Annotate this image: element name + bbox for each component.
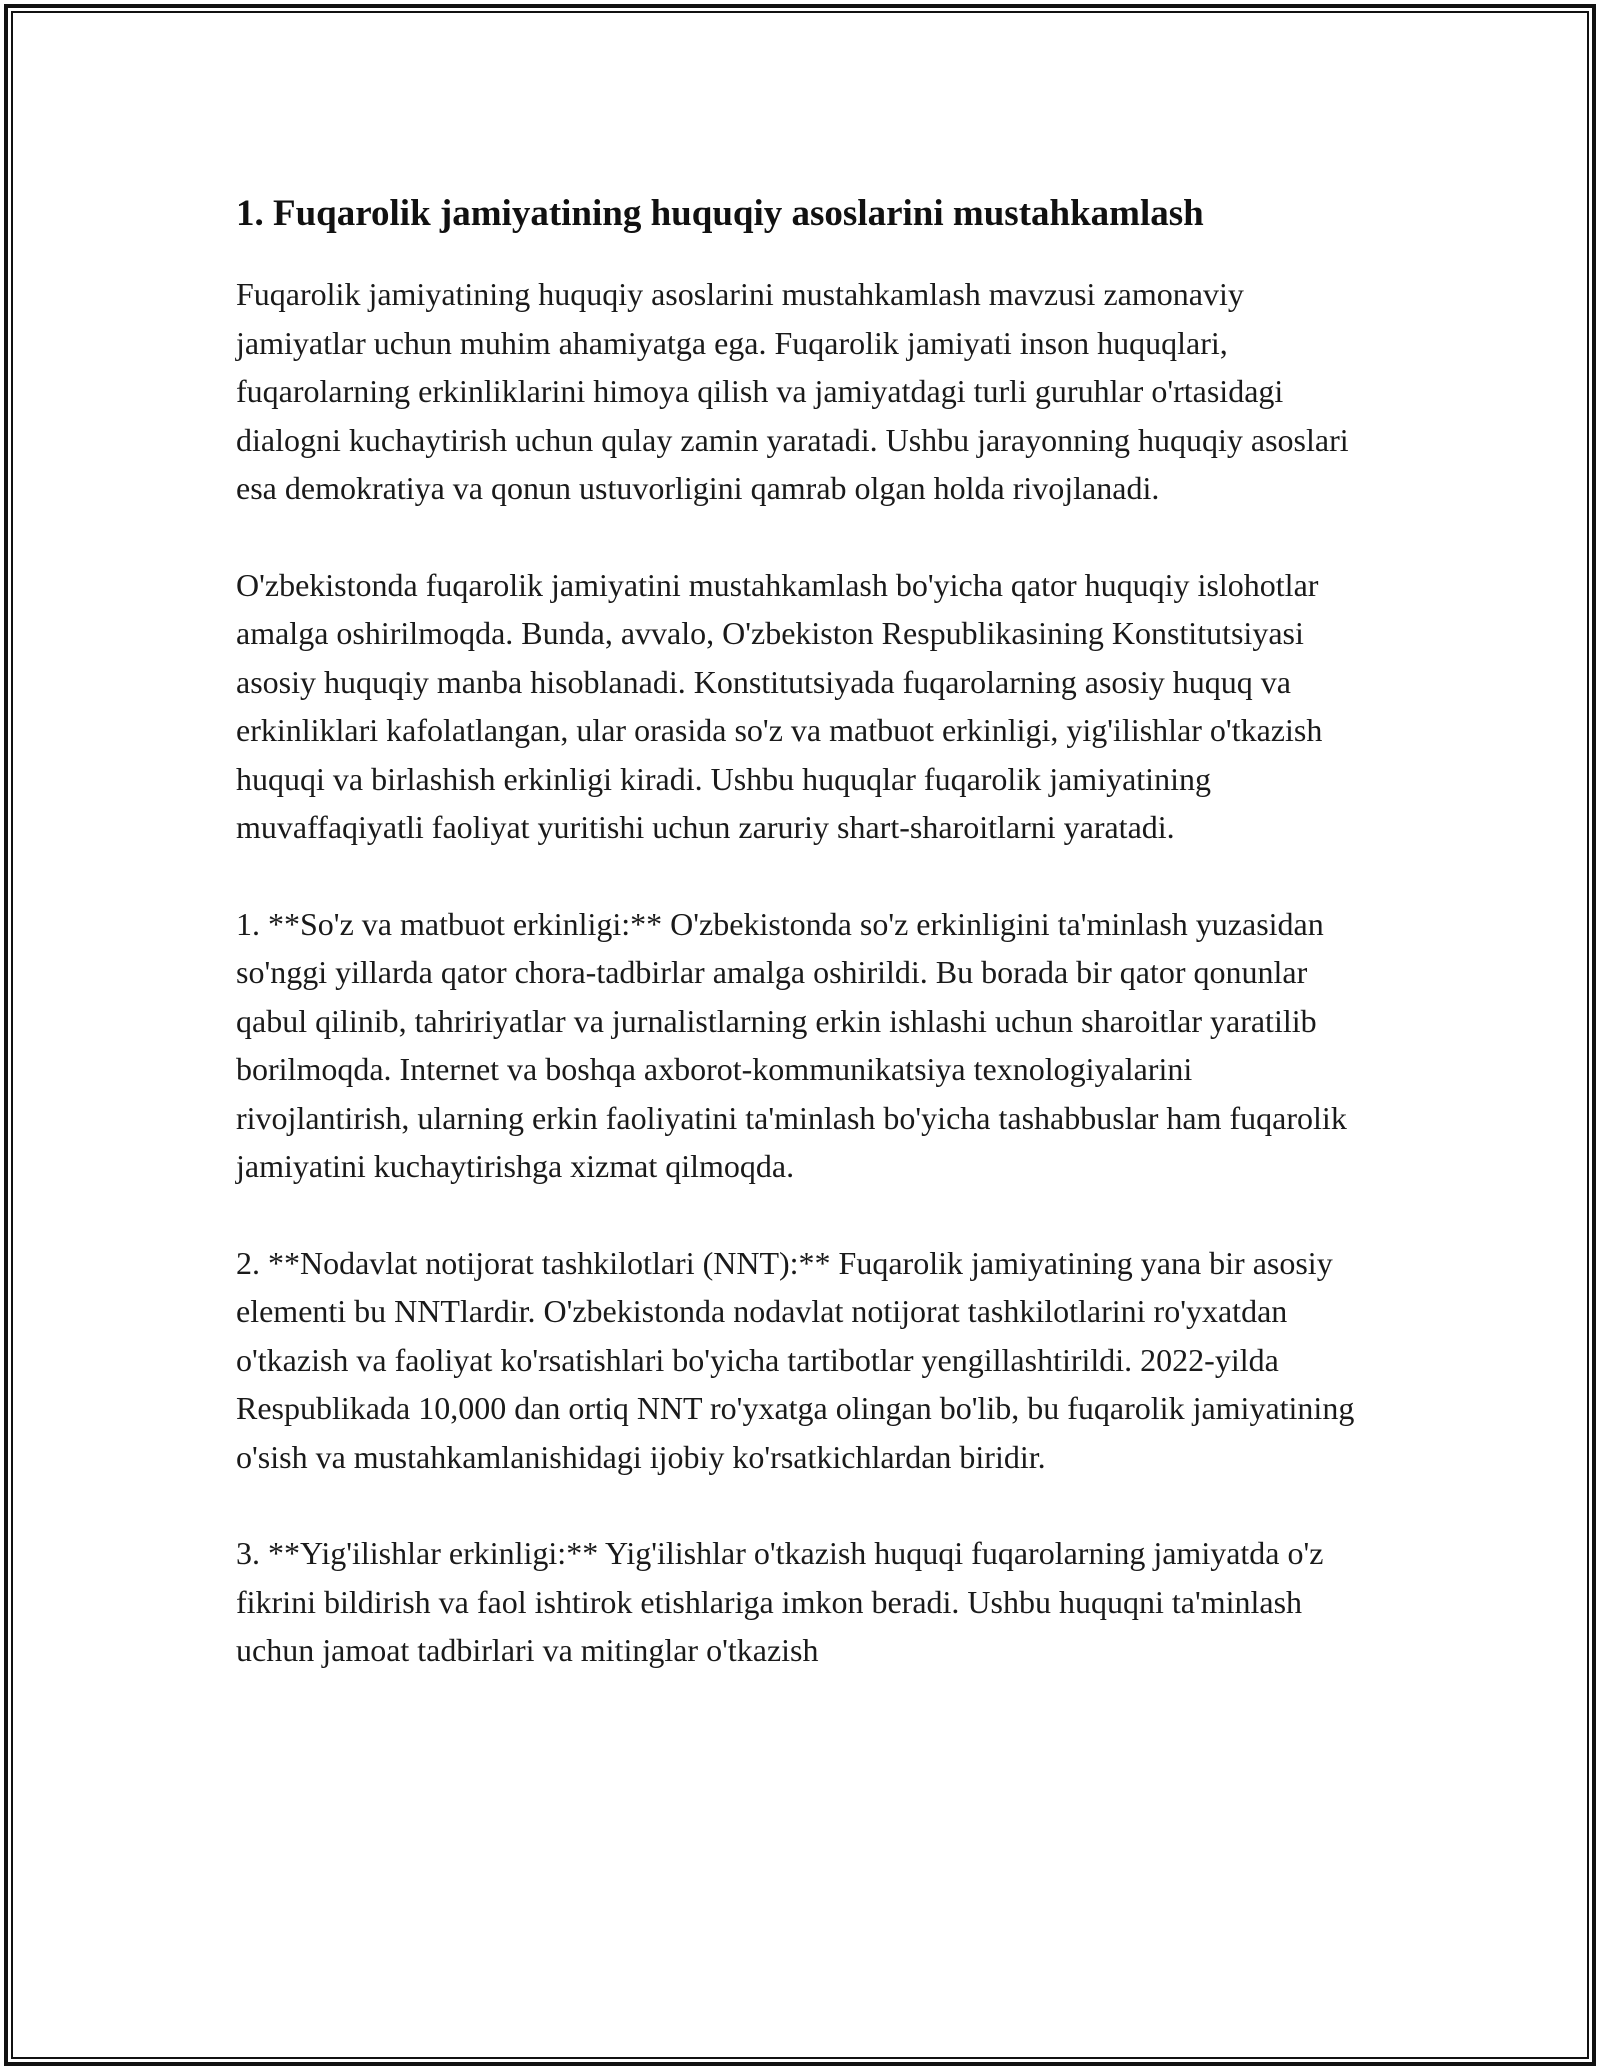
paragraph-freedom-of-speech: 1. **So'z va matbuot erkinligi:** O'zbekistonda so'z erkinligini ta'minlash yuzasidan so'nggi yillarda qator chora-tadbirlar amalga oshirildi. Bu borada bir qator qonunlar qabul qilinib, tahririyatlar va jurnalistlarning erkin ishlashi uchun sharoitlar yaratilib borilmoqda. Internet va boshqa axborot-kommunikatsiya texnologiyalarini rivojlantirish, ularning erkin faoliyatini ta'minlash bo'yicha tashabbuslar ham fuqarolik jamiyatini kuchaytirishga xizmat qilmoqda. xyxy=(236,905,1347,1184)
section-heading: 1. Fuqarolik jamiyatining huquqiy asoslarini mustahkamlash xyxy=(236,193,1204,234)
paragraph-reforms: O'zbekistonda fuqarolik jamiyatini mustahkamlash bo'yicha qator huquqiy islohotlar amalga oshirilmoqda. Bunda, avvalo, O'zbekiston Respublikasining Konstitutsiyasi asosiy huquqiy manba hisoblanadi. Konstitutsiyada fuqarolarning asosiy huquq va erkinliklari kafolatlangan, ular orasida so'z va matbuot erkinligi, yig'ilishlar o'tkazish huquqi va birlashish erkinligi kiradi. Ushbu huquqlar fuqarolik jamiyatining muvaffaqiyatli faoliyat yuritishi uchun zaruriy shart-sharoitlarni yaratadi. xyxy=(236,566,1323,845)
paragraph-freedom-of-assembly: 3. **Yig'ilishlar erkinligi:** Yig'ilishlar o'tkazish huquqi fuqarolarning jamiyatda o'z fikrini bildirish va faol ishtirok etishlariga imkon beradi. Ushbu huquqni ta'minlash uchun jamoat tadbirlari va mitinglar o'tkazish xyxy=(236,1535,1324,1668)
paragraph-intro: Fuqarolik jamiyatining huquqiy asoslarini mustahkamlash mavzusi zamonaviy jamiyatlar uchun muhim ahamiyatga ega. Fuqarolik jamiyati inson huquqlari, fuqarolarning erkinliklarini himoya qilish va jamiyatdagi turli guruhlar o'rtasidagi dialogni kuchaytirish uchun qulay zamin yaratadi. Ushbu jarayonning huquqiy asoslari esa demokratiya va qonun ustuvorligini qamrab olgan holda rivojlanadi. xyxy=(236,276,1349,506)
document-body xyxy=(236,188,1366,1723)
paragraph-ngos: 2. **Nodavlat notijorat tashkilotlari (NNT):** Fuqarolik jamiyatining yana bir asosiy elementi bu NNTlardir. O'zbekistonda nodavlat notijorat tashkilotlarini ro'yxatdan o'tkazish va faoliyat ko'rsatishlari bo'yicha tartibotlar yengillashtirildi. 2022-yilda Respublikada 10,000 dan ortiq NNT ro'yxatga olingan bo'lib, bu fuqarolik jamiyatining o'sish va mustahkamlanishidagi ijobiy ko'rsatkichlardan biridir. xyxy=(236,1244,1355,1475)
